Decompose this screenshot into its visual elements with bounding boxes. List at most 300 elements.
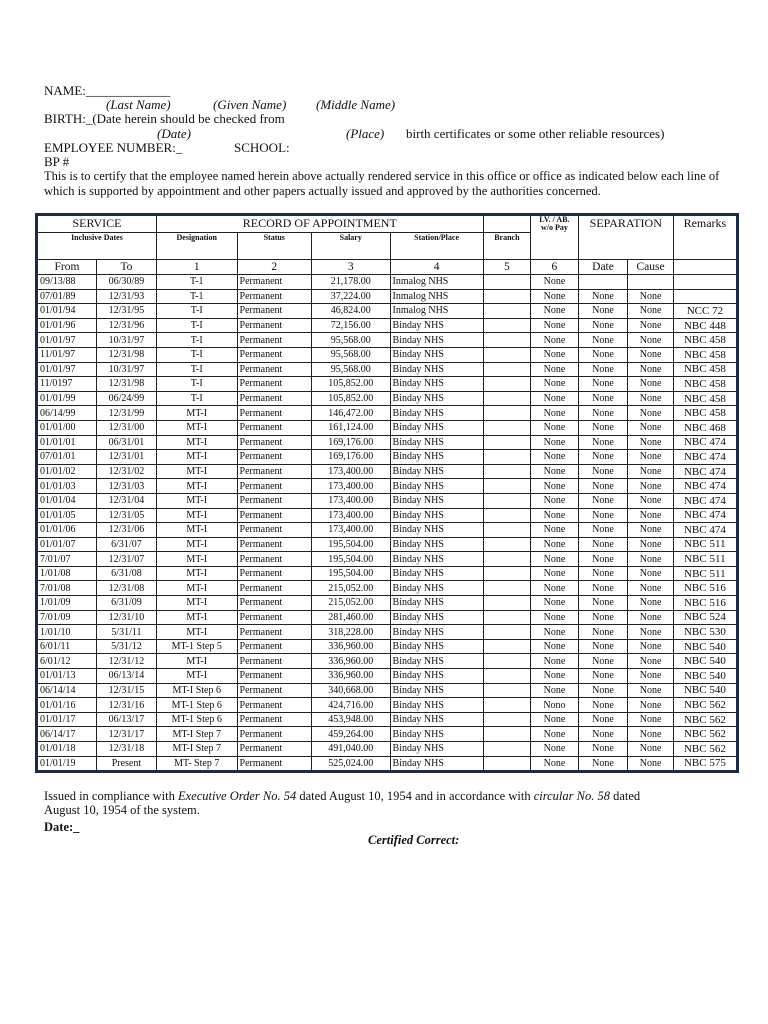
cell-lv-absence: None (531, 435, 579, 450)
cell-status: Permanent (237, 596, 311, 611)
cell-remarks: NBC 458 (673, 347, 737, 362)
cell-lv-absence: None (531, 450, 579, 465)
cell-sep-date: None (578, 537, 628, 552)
cell-from: 7/01/07 (37, 552, 97, 567)
cell-status: Permanent (237, 479, 311, 494)
cell-to: 12/31/18 (96, 742, 156, 757)
table-row (37, 333, 738, 348)
issued-prefix: Issued in compliance with (44, 789, 178, 803)
cell-sep-date: None (578, 333, 628, 348)
table-row (37, 450, 738, 465)
cell-branch (483, 552, 531, 567)
cell-branch (483, 508, 531, 523)
cell-station: Binday NHS (390, 698, 483, 713)
cell-designation: MT-1 Step 5 (156, 639, 237, 654)
table-row (37, 304, 738, 319)
cell-branch (483, 566, 531, 581)
cell-lv-absence: None (531, 333, 579, 348)
cell-lv-absence: None (531, 420, 579, 435)
cell-designation: MT-I (156, 450, 237, 465)
cell-station: Binday NHS (390, 450, 483, 465)
cell-designation: MT-I (156, 552, 237, 567)
cell-sep-cause: None (628, 420, 673, 435)
cell-designation: T-I (156, 333, 237, 348)
cell-remarks: NBC 458 (673, 377, 737, 392)
cell-designation: MT-I Step 7 (156, 742, 237, 757)
cell-from: 09/13/88 (37, 275, 97, 290)
cell-from: 01/01/06 (37, 523, 97, 538)
cell-to: 06/13/14 (96, 669, 156, 684)
cell-from: 01/01/05 (37, 508, 97, 523)
cell-status: Permanent (237, 654, 311, 669)
sep-cause-header: Cause (628, 260, 673, 275)
table-row (37, 712, 738, 727)
cell-to: 6/31/08 (96, 566, 156, 581)
cell-remarks: NBC 468 (673, 420, 737, 435)
cell-from: 01/01/07 (37, 537, 97, 552)
table-row (37, 537, 738, 552)
cell-status: Permanent (237, 304, 311, 319)
cell-branch (483, 625, 531, 640)
cell-salary: 195,504.00 (311, 566, 390, 581)
cell-branch (483, 304, 531, 319)
cell-from: 01/01/99 (37, 391, 97, 406)
cell-status: Permanent (237, 537, 311, 552)
cell-remarks: NBC 448 (673, 318, 737, 333)
cell-sep-date: None (578, 289, 628, 304)
cell-designation: T-I (156, 377, 237, 392)
cell-branch (483, 420, 531, 435)
cell-from: 7/01/09 (37, 610, 97, 625)
cell-station: Binday NHS (390, 479, 483, 494)
cell-sep-date: None (578, 756, 628, 772)
cell-sep-cause: None (628, 289, 673, 304)
cell-sep-date: None (578, 552, 628, 567)
cell-salary: 173,400.00 (311, 523, 390, 538)
cell-from: 06/14/14 (37, 683, 97, 698)
cell-branch (483, 654, 531, 669)
cell-branch (483, 435, 531, 450)
cell-salary: 195,504.00 (311, 537, 390, 552)
cell-lv-absence: None (531, 625, 579, 640)
cell-from: 01/01/17 (37, 712, 97, 727)
cell-station: Binday NHS (390, 552, 483, 567)
cell-status: Permanent (237, 493, 311, 508)
cell-salary: 459,264.00 (311, 727, 390, 742)
cell-status: Permanent (237, 756, 311, 772)
cell-designation: T-I (156, 318, 237, 333)
table-row (37, 654, 738, 669)
cell-sep-cause (628, 275, 673, 290)
cell-station: Binday NHS (390, 654, 483, 669)
cell-salary: 169,176.00 (311, 435, 390, 450)
bp-label: BP # (44, 154, 70, 169)
cell-to: 10/31/97 (96, 333, 156, 348)
cell-station: Binday NHS (390, 523, 483, 538)
table-row (37, 318, 738, 333)
cell-station: Binday NHS (390, 669, 483, 684)
cell-sep-cause: None (628, 552, 673, 567)
cell-designation: MT-I (156, 537, 237, 552)
table-row (37, 727, 738, 742)
cell-designation: MT-I Step 7 (156, 727, 237, 742)
cell-lv-absence: None (531, 318, 579, 333)
cell-salary: 336,960.00 (311, 669, 390, 684)
cell-sep-cause: None (628, 683, 673, 698)
cell-lv-absence: None (531, 464, 579, 479)
cell-status: Permanent (237, 727, 311, 742)
cell-sep-date: None (578, 742, 628, 757)
table-row (37, 347, 738, 362)
cell-branch (483, 669, 531, 684)
cell-from: 1/01/10 (37, 625, 97, 640)
cell-sep-date: None (578, 391, 628, 406)
cell-remarks: NBC 458 (673, 333, 737, 348)
cell-lv-absence: None (531, 756, 579, 772)
cell-branch (483, 712, 531, 727)
cell-to: 06/30/89 (96, 275, 156, 290)
cell-branch (483, 362, 531, 377)
cell-to: 12/31/99 (96, 406, 156, 421)
cell-sep-date: None (578, 508, 628, 523)
cell-designation: MT-I (156, 654, 237, 669)
cell-to: 12/31/98 (96, 377, 156, 392)
cell-sep-date: None (578, 610, 628, 625)
cell-remarks: NBC 562 (673, 698, 737, 713)
issued-line-2: August 10, 1954 of the system. (44, 803, 200, 817)
cell-status: Permanent (237, 552, 311, 567)
cell-remarks (673, 275, 737, 290)
cell-lv-absence: None (531, 391, 579, 406)
cell-to: 06/24/99 (96, 391, 156, 406)
cell-status: Permanent (237, 698, 311, 713)
cell-from: 11/01/97 (37, 347, 97, 362)
cell-to: 12/31/93 (96, 289, 156, 304)
cell-salary: 336,960.00 (311, 654, 390, 669)
cell-designation: MT-I (156, 406, 237, 421)
cell-status: Permanent (237, 420, 311, 435)
col-2-header: 2 (237, 260, 311, 275)
cell-lv-absence: None (531, 347, 579, 362)
cell-status: Permanent (237, 712, 311, 727)
cell-station: Binday NHS (390, 756, 483, 772)
cell-salary: 491,040.00 (311, 742, 390, 757)
cell-lv-absence: None (531, 275, 579, 290)
cell-lv-absence: None (531, 289, 579, 304)
cell-to: 12/31/98 (96, 347, 156, 362)
cell-remarks: NBC 562 (673, 742, 737, 757)
sep-date-header: Date (578, 260, 628, 275)
cell-status: Permanent (237, 377, 311, 392)
cell-from: 06/14/17 (37, 727, 97, 742)
table-row (37, 377, 738, 392)
cell-branch (483, 742, 531, 757)
cell-sep-cause: None (628, 493, 673, 508)
cell-branch (483, 610, 531, 625)
number-row (37, 260, 738, 275)
cell-sep-date: None (578, 347, 628, 362)
cell-lv-absence: None (531, 683, 579, 698)
table-row (37, 581, 738, 596)
cell-salary: 161,124.00 (311, 420, 390, 435)
table-row (37, 493, 738, 508)
cell-sep-cause: None (628, 333, 673, 348)
cell-from: 01/01/96 (37, 318, 97, 333)
cell-sep-date: None (578, 464, 628, 479)
cell-sep-date: None (578, 377, 628, 392)
cell-from: 1/01/09 (37, 596, 97, 611)
cell-to: 12/31/02 (96, 464, 156, 479)
cell-to: 5/31/11 (96, 625, 156, 640)
cell-remarks: NBC 530 (673, 625, 737, 640)
cell-remarks: NBC 540 (673, 669, 737, 684)
name-label: NAME:_____________ (44, 83, 171, 98)
cell-branch (483, 727, 531, 742)
cell-station: Binday NHS (390, 625, 483, 640)
cell-designation: MT-I (156, 435, 237, 450)
table-row (37, 742, 738, 757)
cell-status: Permanent (237, 289, 311, 304)
cell-sep-date: None (578, 479, 628, 494)
cell-status: Permanent (237, 464, 311, 479)
col-6-header: 6 (531, 260, 579, 275)
cell-sep-date: None (578, 318, 628, 333)
cell-station: Binday NHS (390, 377, 483, 392)
cell-salary: 340,668.00 (311, 683, 390, 698)
table-row (37, 566, 738, 581)
cell-to: Present (96, 756, 156, 772)
designation-header: Designation (156, 233, 237, 260)
cell-branch (483, 581, 531, 596)
cell-branch (483, 639, 531, 654)
cell-status: Permanent (237, 742, 311, 757)
issued-line-1 (44, 789, 640, 803)
cell-status: Permanent (237, 450, 311, 465)
cell-sep-cause: None (628, 727, 673, 742)
cell-to: 12/31/01 (96, 450, 156, 465)
group-header-row (37, 215, 738, 233)
cell-to: 6/31/07 (96, 537, 156, 552)
cell-status: Permanent (237, 318, 311, 333)
cell-salary: 525,024.00 (311, 756, 390, 772)
cell-station: Binday NHS (390, 435, 483, 450)
cell-remarks: NBC 474 (673, 493, 737, 508)
cell-lv-absence: None (531, 479, 579, 494)
date-label: Date:_ (44, 820, 80, 834)
cell-designation: MT-I (156, 464, 237, 479)
inclusive-dates-header: Inclusive Dates (37, 233, 157, 260)
given-name-hint: (Given Name) (213, 97, 287, 112)
branch-header: Branch (483, 233, 531, 260)
cell-lv-absence: None (531, 406, 579, 421)
cell-designation: MT-I (156, 581, 237, 596)
cell-sep-cause: None (628, 698, 673, 713)
cell-salary: 105,852.00 (311, 391, 390, 406)
cell-remarks: NBC 575 (673, 756, 737, 772)
cell-branch (483, 377, 531, 392)
cell-sep-date: None (578, 727, 628, 742)
cell-sep-date: None (578, 362, 628, 377)
cell-salary: 173,400.00 (311, 464, 390, 479)
table-row (37, 464, 738, 479)
birth-label: BIRTH:_(Date herein should be checked from (44, 111, 285, 126)
cell-remarks: NBC 511 (673, 537, 737, 552)
cell-remarks: NBC 474 (673, 464, 737, 479)
cell-designation: MT-1 Step 6 (156, 698, 237, 713)
table-row (37, 508, 738, 523)
cell-sep-cause: None (628, 610, 673, 625)
cell-remarks: NBC 458 (673, 391, 737, 406)
cell-sep-cause: None (628, 435, 673, 450)
table-row (37, 683, 738, 698)
record-header: RECORD OF APPOINTMENT (156, 215, 483, 233)
cell-station: Binday NHS (390, 537, 483, 552)
cell-branch (483, 596, 531, 611)
cell-sep-cause: None (628, 318, 673, 333)
cell-salary: 95,568.00 (311, 347, 390, 362)
cell-to: 12/31/00 (96, 420, 156, 435)
table-row (37, 669, 738, 684)
cell-station: Inmalog NHS (390, 289, 483, 304)
cell-sep-cause: None (628, 654, 673, 669)
table-row (37, 596, 738, 611)
cell-sep-date: None (578, 596, 628, 611)
cell-salary: 281,460.00 (311, 610, 390, 625)
cell-status: Permanent (237, 275, 311, 290)
cell-remarks: NBC 511 (673, 566, 737, 581)
cell-station: Binday NHS (390, 362, 483, 377)
cell-salary: 173,400.00 (311, 479, 390, 494)
cell-status: Permanent (237, 566, 311, 581)
cell-sep-date: None (578, 712, 628, 727)
cell-to: 12/31/17 (96, 727, 156, 742)
cell-salary: 318,228.00 (311, 625, 390, 640)
service-header: SERVICE (37, 215, 157, 233)
cell-from: 01/01/19 (37, 756, 97, 772)
cell-to: 12/31/04 (96, 493, 156, 508)
cell-sep-cause: None (628, 537, 673, 552)
cell-sep-date: None (578, 654, 628, 669)
cell-branch (483, 683, 531, 698)
cell-salary: 173,400.00 (311, 508, 390, 523)
date-hint: (Date) (157, 126, 191, 141)
cell-salary: 46,824.00 (311, 304, 390, 319)
cell-branch (483, 493, 531, 508)
cell-sep-cause: None (628, 625, 673, 640)
cell-remarks: NBC 474 (673, 508, 737, 523)
cell-branch (483, 391, 531, 406)
cell-salary: 105,852.00 (311, 377, 390, 392)
cell-lv-absence: None (531, 362, 579, 377)
table-row (37, 362, 738, 377)
cell-sep-cause: None (628, 362, 673, 377)
table-row (37, 610, 738, 625)
status-header: Status (237, 233, 311, 260)
cell-designation: MT-I (156, 625, 237, 640)
col-4-header: 4 (390, 260, 483, 275)
cell-designation: MT-I (156, 479, 237, 494)
cell-sep-cause: None (628, 581, 673, 596)
school-label: SCHOOL: (234, 140, 290, 155)
cell-station: Binday NHS (390, 464, 483, 479)
cell-lv-absence: None (531, 537, 579, 552)
table-body (37, 215, 738, 772)
cell-sep-date (578, 275, 628, 290)
cell-station: Binday NHS (390, 333, 483, 348)
cell-from: 07/01/01 (37, 450, 97, 465)
cell-to: 10/31/97 (96, 362, 156, 377)
cell-from: 01/01/97 (37, 333, 97, 348)
certification-text: This is to certify that the employee named herein above actually rendered service in this office or office as indicated below each line of which is supported by appointment and other papers actually issued and approved by the authorities concerned. (44, 169, 720, 198)
table-row (37, 275, 738, 290)
to-header: To (96, 260, 156, 275)
cell-designation: MT-I (156, 493, 237, 508)
cell-station: Binday NHS (390, 581, 483, 596)
cell-from: 01/01/97 (37, 362, 97, 377)
cell-station: Binday NHS (390, 508, 483, 523)
separation-header: SEPARATION (578, 215, 673, 260)
cell-remarks: NBC 474 (673, 523, 737, 538)
cell-designation: T-I (156, 347, 237, 362)
cell-status: Permanent (237, 669, 311, 684)
cell-status: Permanent (237, 333, 311, 348)
cell-salary: 95,568.00 (311, 362, 390, 377)
cell-lv-absence: None (531, 742, 579, 757)
cell-status: Permanent (237, 347, 311, 362)
cell-lv-absence: None (531, 596, 579, 611)
cell-from: 11/0197 (37, 377, 97, 392)
cell-from: 07/01/89 (37, 289, 97, 304)
cell-salary: 169,176.00 (311, 450, 390, 465)
cell-designation: MT-I (156, 669, 237, 684)
cell-sep-cause: None (628, 596, 673, 611)
cell-from: 01/01/02 (37, 464, 97, 479)
cell-sep-date: None (578, 566, 628, 581)
cell-status: Permanent (237, 508, 311, 523)
cell-sep-date: None (578, 523, 628, 538)
cell-sep-cause: None (628, 742, 673, 757)
cell-status: Permanent (237, 523, 311, 538)
cell-station: Binday NHS (390, 596, 483, 611)
cell-branch (483, 537, 531, 552)
cell-lv-absence: None (531, 377, 579, 392)
cell-designation: T-1 (156, 289, 237, 304)
cell-lv-absence: None (531, 566, 579, 581)
cell-salary: 173,400.00 (311, 493, 390, 508)
service-record-table (35, 213, 739, 773)
cell-from: 01/01/03 (37, 479, 97, 494)
cell-station: Binday NHS (390, 639, 483, 654)
cell-status: Permanent (237, 639, 311, 654)
cell-designation: MT-I (156, 596, 237, 611)
station-header: Station/Place (390, 233, 483, 260)
cell-sep-cause: None (628, 712, 673, 727)
from-header: From (37, 260, 97, 275)
cell-station: Inmalog NHS (390, 304, 483, 319)
cell-lv-absence: None (531, 493, 579, 508)
cell-designation: MT-I (156, 566, 237, 581)
cell-remarks: NBC 458 (673, 362, 737, 377)
cell-sep-cause: None (628, 464, 673, 479)
cell-branch (483, 450, 531, 465)
cell-salary: 21,178.00 (311, 275, 390, 290)
cell-status: Permanent (237, 391, 311, 406)
cell-sep-date: None (578, 639, 628, 654)
executive-order: Executive Order No. 54 (178, 789, 297, 803)
cell-station: Binday NHS (390, 566, 483, 581)
cell-salary: 95,568.00 (311, 333, 390, 348)
cell-sep-date: None (578, 450, 628, 465)
